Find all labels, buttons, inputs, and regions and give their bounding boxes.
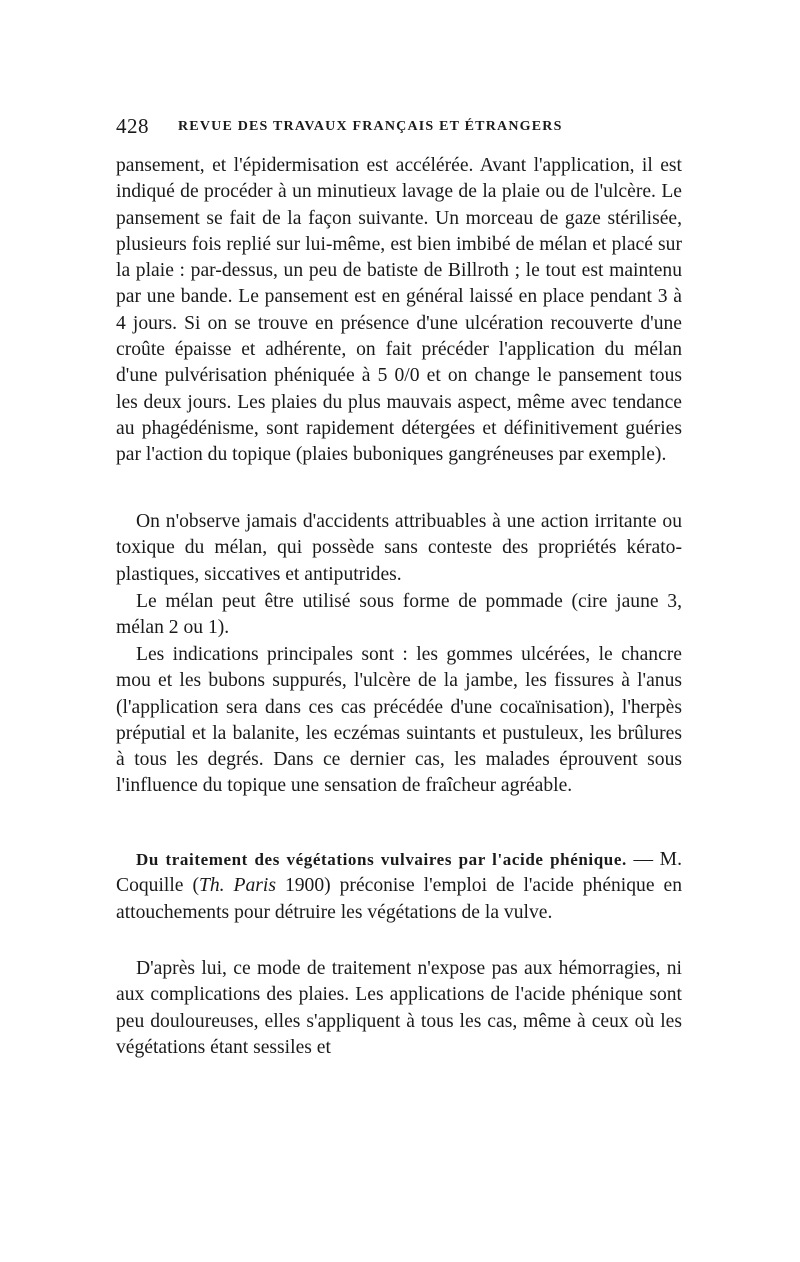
paragraph-6 bbox=[116, 956, 682, 1061]
paragraph-1-text: pansement, et l'épidermisation est accélérée. Avant l'application, il est indiqué de procéder à un minutieux lavage de la plaie ou de l'ulcère. Le pansement se fait de la façon suivante. Un morceau de gaze stérilisée, plusieurs fois replié sur lui-même, est bien imbibé de mélan et placé sur la plaie : par-dessus, un peu de batiste de Billroth ; le tout est maintenu par une bande. Le pansement est en général laissé en place pendant 3 à 4 jours. Si on se trouve en présence d'une ulcération recouverte d'une croûte épaisse et adhérente, on fait précéder l'application du mélan d'une pulvérisation phéniquée à 5 0/0 et on change le pansement tous les deux jours. Les plaies du plus mauvais aspect, même avec tendance au phagédénisme, sont rapidement détergées et définitivement guéries par l'action du topique (plaies buboniques gangréneuses par exemple). bbox=[116, 155, 682, 466]
section-author: — M. Coquille ( bbox=[116, 849, 682, 897]
paragraph-6-text: D'après lui, ce mode de traitement n'expose pas aux hémorragies, ni aux complications des plaies. Les applications de l'acide phénique sont peu douloureuses, elles s'appliquent à tous les cas, même à ceux où les végétations étant sessiles et bbox=[116, 958, 682, 1058]
section-title: Du traitement des végétations vulvaires par l'acide phénique. bbox=[136, 850, 627, 869]
paragraph-3 bbox=[116, 589, 682, 642]
section-intro bbox=[116, 847, 682, 926]
page-header bbox=[116, 114, 686, 144]
page-number: 428 bbox=[116, 114, 149, 138]
paragraph-2-text: On n'observe jamais d'accidents attribuables à une action irritante ou toxique du mélan, qui possède sans conteste des propriétés kérato-plastiques, siccatives et antiputrides. bbox=[116, 511, 682, 585]
paragraph-4-text: Les indications principales sont : les gommes ulcérées, le chancre mou et les bubons suppurés, l'ulcère de la jambe, les fissures à l'anus (l'application sera dans ces cas précédée d'une cocaïnisation), l'herpès préputial et la balanite, les eczémas suintants et pustuleux, les brûlures à tous les degrés. Dans ce dernier cas, les malades éprouvent sous l'influence du topique une sensation de fraîcheur agréable. bbox=[116, 644, 682, 797]
paragraph-1 bbox=[116, 153, 682, 469]
section-reference: Th. Paris bbox=[198, 875, 276, 897]
section-intro-text bbox=[116, 847, 682, 926]
running-title: REVUE DES TRAVAUX FRANÇAIS ET ÉTRANGERS bbox=[178, 119, 563, 134]
paragraph-2 bbox=[116, 509, 682, 588]
section-intro-rest: 1900) préconise l'emploi de l'acide phénique en attouchements pour détruire les végétations de la vulve. bbox=[116, 875, 682, 923]
paragraph-3-text: Le mélan peut être utilisé sous forme de pommade (cire jaune 3, mélan 2 ou 1). bbox=[116, 591, 682, 639]
paragraph-4 bbox=[116, 642, 682, 800]
